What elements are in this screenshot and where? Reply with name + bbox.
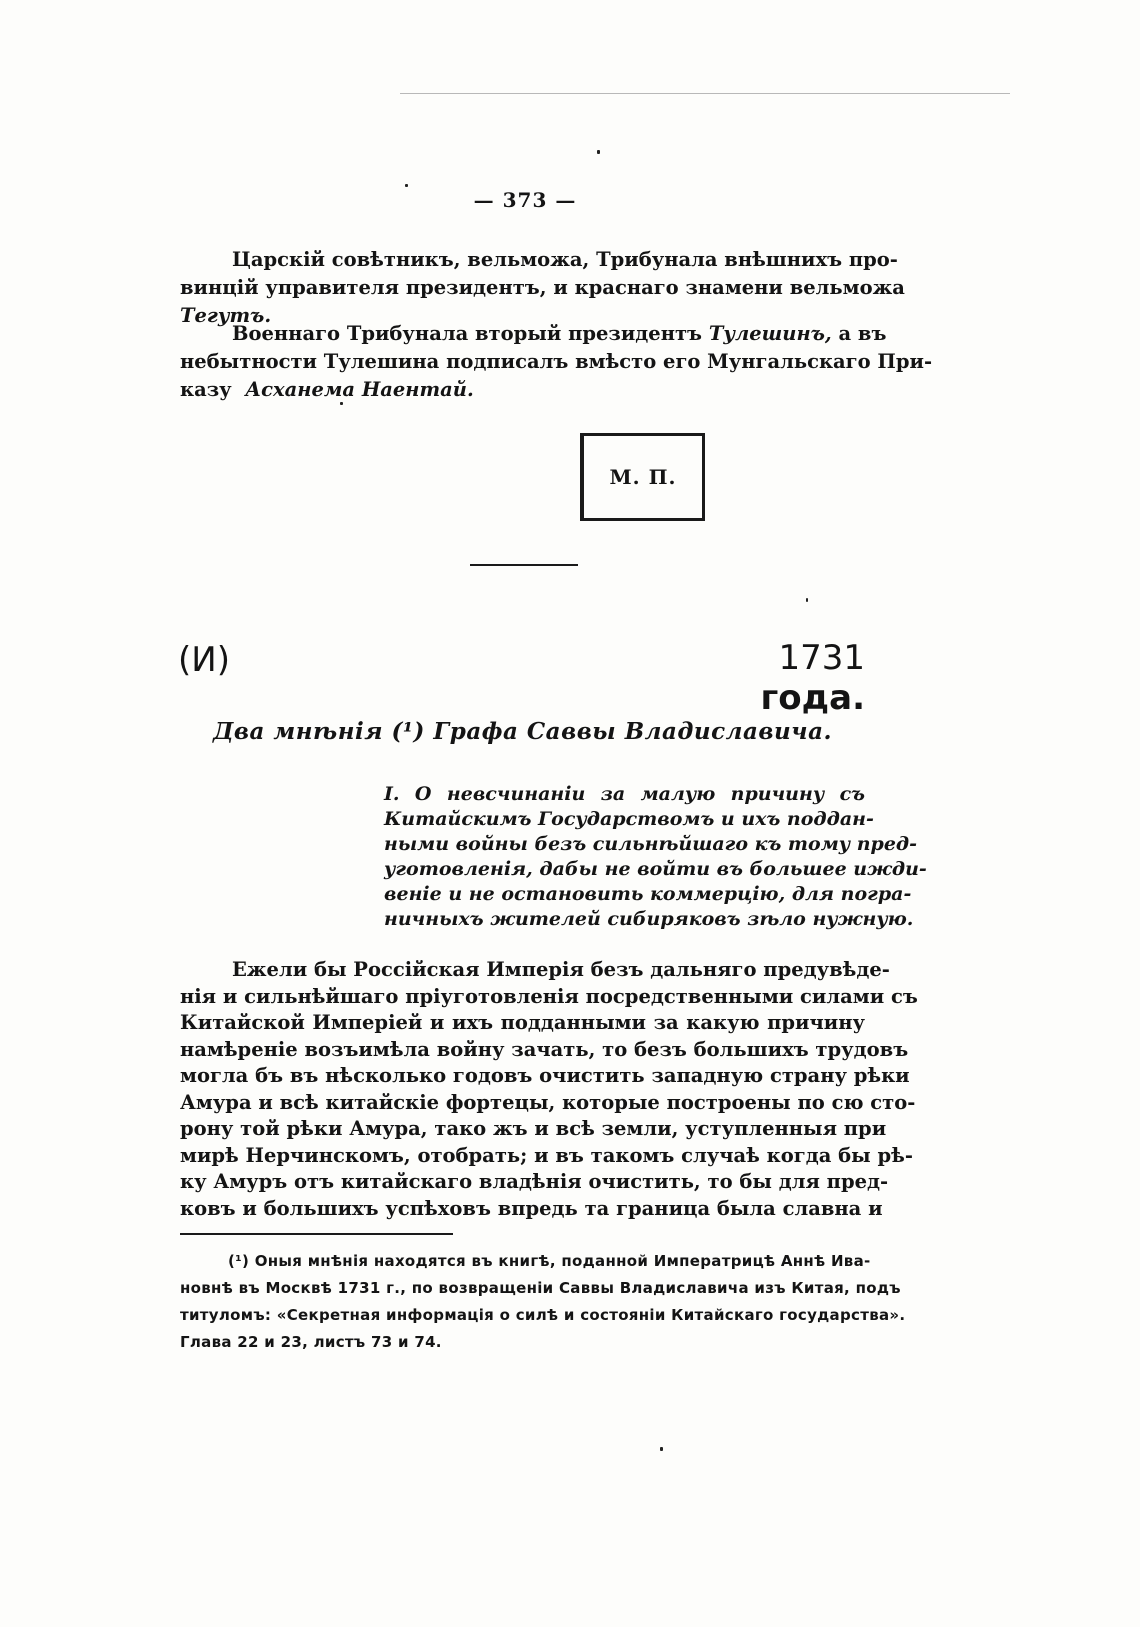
seal-box: [580, 433, 705, 521]
section-divider: [470, 564, 578, 566]
text-line: Царскій совѣтникъ, вельможа, Трибунала внѣшнихъ про-: [232, 248, 898, 271]
footnote-line: новнѣ въ Москвѣ 1731 г., по возвращеніи Саввы Владиславича изъ Китая, подъ: [180, 1279, 901, 1297]
footnote-line: (¹) Оныя мнѣнія находятся въ книгѣ, поданной Императрицѣ Аннѣ Ива-: [228, 1252, 871, 1270]
opinion-heading: [384, 782, 927, 932]
document-title: Два мнѣнія (¹) Графа Саввы Владиславича.: [212, 718, 833, 745]
opinion-line: уготовленія, дабы не войти въ большее ижди-: [384, 858, 927, 880]
body-paragraph: [180, 957, 918, 1222]
page-number: — 373 —: [473, 188, 577, 212]
body-line: намѣреніе возъимѣла войну зачать, то безъ большихъ трудовъ: [180, 1037, 909, 1061]
body-line: могла бъ въ нѣсколько годовъ очистить западную страну рѣки: [180, 1064, 910, 1087]
text-line: [180, 376, 865, 404]
signatories-paragraph-1: [180, 246, 905, 330]
scan-speck: [660, 1447, 663, 1451]
document-marker: (И): [178, 640, 230, 680]
text-segment: а въ: [838, 322, 887, 345]
opinion-line: веніе и не остановить коммерцію, для погра-: [384, 883, 912, 905]
footnote: [180, 1248, 906, 1356]
body-line: Ежели бы Россійская Имперія безъ дальняго предувѣде-: [232, 958, 890, 981]
signatory-name: Асханема Наентай.: [245, 378, 474, 401]
footnote-line: Глава 22 и 23, листъ 73 и 74.: [180, 1333, 442, 1351]
signatory-name: Тегутъ.: [180, 304, 272, 327]
year-number: 1731: [778, 638, 865, 678]
text-segment: Военнаго Трибунала вторый президентъ: [232, 322, 703, 345]
body-line: Китайской Имперіей и ихъ подданными за какую причину: [180, 1011, 865, 1034]
scan-edge: [400, 93, 1010, 94]
scan-speck: [597, 150, 600, 154]
body-line: мирѣ Нерчинскомъ, отобрать; и въ такомъ случаѣ когда бы рѣ-: [180, 1143, 913, 1167]
opinion-line: I. О невсчинаніи за малую причину съ: [384, 783, 865, 805]
text-line: винцій управителя президентъ, и краснаго знамени вельможа: [180, 276, 905, 299]
body-line: ку Амуръ отъ китайскаго владѣнія очистить, то бы для пред-: [180, 1170, 889, 1193]
signatory-name: Тулешинъ,: [708, 322, 832, 345]
body-line: нія и сильнѣйшаго пріуготовленія посредственными силами съ: [180, 984, 918, 1008]
body-line: Амура и всѣ китайскіе фортецы, которые построены по сю сто-: [180, 1090, 916, 1114]
opinion-line: ными войны безъ сильнѣйшаго къ тому пред-: [384, 833, 918, 855]
text-line: небытности Тулешина подписалъ вмѣсто его Мунгальскаго При-: [180, 350, 933, 373]
opinion-line: ничныхъ жителей сибиряковъ зѣло нужную.: [384, 908, 914, 930]
seal-label: М. П.: [609, 465, 677, 489]
scan-speck: [806, 598, 808, 602]
opinion-line: Китайскимъ Государствомъ и ихъ поддан-: [384, 808, 874, 830]
signatories-paragraph-2: [180, 320, 933, 404]
body-line: рону той рѣки Амура, тако жъ и всѣ земли, уступленныя при: [180, 1117, 887, 1140]
body-line: ковъ и большихъ успѣховъ впредь та граница была славна и: [180, 1196, 883, 1220]
footnote-rule: [180, 1233, 453, 1235]
document-year: [690, 638, 865, 718]
footnote-line: титуломъ: «Секретная информація о силѣ и состояніи Китайскаго государства».: [180, 1306, 906, 1324]
year-word: года.: [760, 678, 865, 718]
scan-speck: [405, 184, 408, 187]
text-segment: казу: [180, 378, 232, 401]
text-line: [180, 320, 887, 348]
